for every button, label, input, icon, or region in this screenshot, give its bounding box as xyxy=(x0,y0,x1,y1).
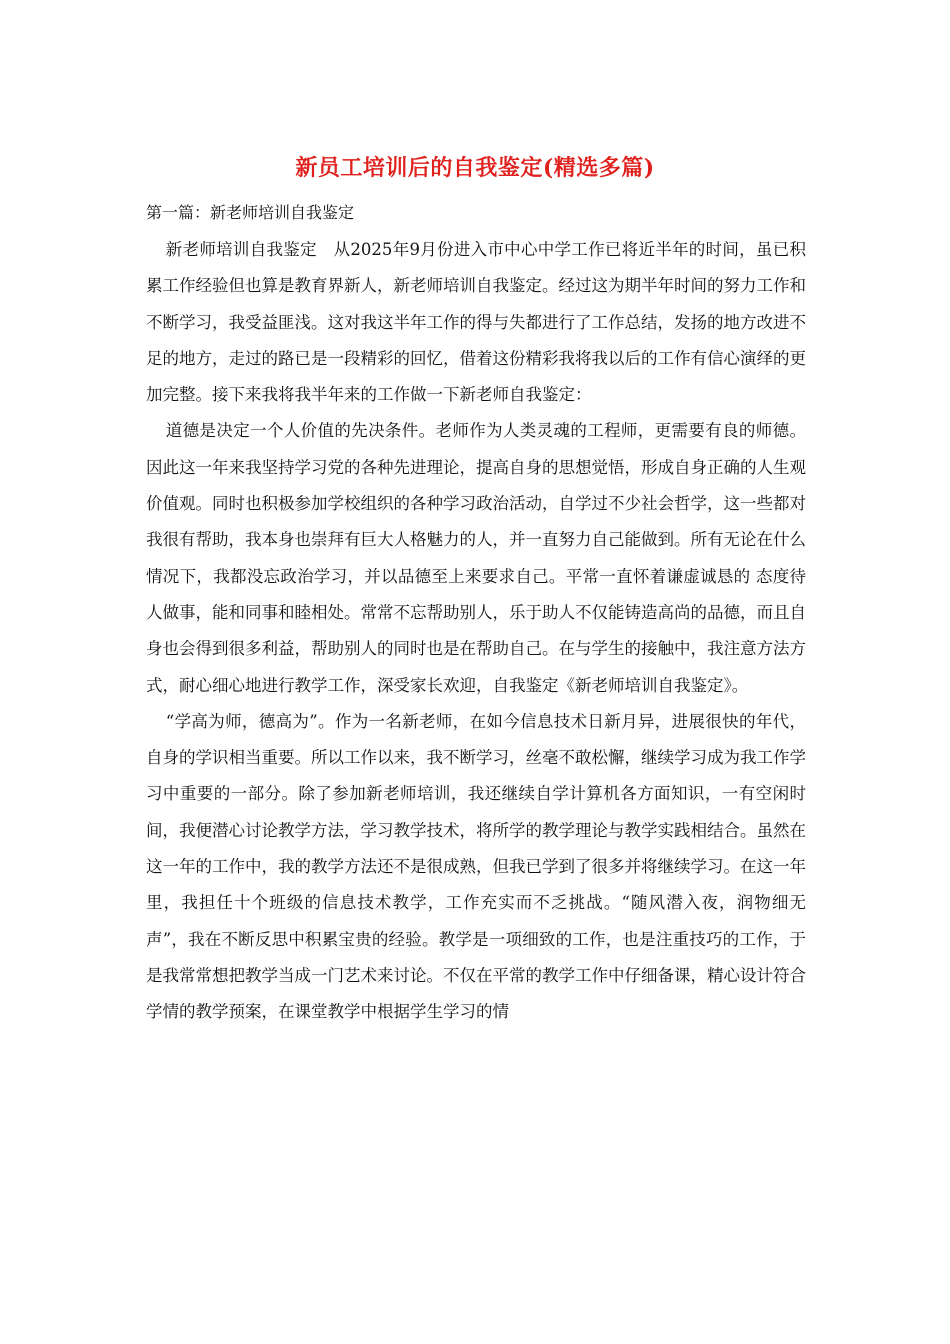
document-body xyxy=(146,232,806,1031)
section-heading: 第一篇：新老师培训自我鉴定 xyxy=(146,203,355,222)
paragraph: 道德是决定一个人价值的先决条件。老师作为人类灵魂的工程师，更需要有良的师德。因此这一年来我坚持学习党的各种先进理论，提高自身的思想觉悟，形成自身正确的人生观价值观。同时也积极参加学校组织的各种学习政治活动，自学过不少社会哲学，这一些都对我很有帮助，我本身也崇拜有巨大人格魅力的人，并一直努力自己能做到。所有无论在什么情况下，我都没忘政治学习，并以品德至上来要求自己。平常一直怀着谦虚诚恳的 态度待人做事，能和同事和睦相处。常常不忘帮助别人，乐于助人不仅能铸造高尚的品德，而且自身也会得到很多利益，帮助别人的同时也是在帮助自己。在与学生的接触中，我注意方法方式，耐心细心地进行教学工作，深受家长欢迎，自我鉴定《新老师培训自我鉴定》。 xyxy=(146,421,806,695)
paragraph: 新老师培训自我鉴定 从2025年9月份进入市中心中学工作已将近半年的时间，虽已积累工作经验但也算是教育界新人，新老师培训自我鉴定。经过这为期半年时间的努力工作和不断学习，我受益匪浅。这对我这半年工作的得与失都进行了工作总结，发扬的地方改进不足的地方，走过的路已是一段精彩的回忆，借着这份精彩我将我以后的工作有信心演绎的更加完整。接下来我将我半年来的工作做一下新老师自我鉴定： xyxy=(146,240,806,405)
document-title: 新员工培训后的自我鉴定(精选多篇) xyxy=(295,155,655,181)
paragraph: “学高为师，德高为”。作为一名新老师，在如今信息技术日新月异，进展很快的年代，自身的学识相当重要。所以工作以来，我不断学习，丝毫不敢松懈，继续学习成为我工作学习中重要的一部分。除了参加新老师培训，我还继续自学计算机各方面知识，一有空闲时间，我便潜心讨论教学方法，学习教学技术，将所学的教学理论与教学实践相结合。虽然在这一年的工作中，我的教学方法还不是很成熟，但我已学到了很多并将继续学习。在这一年里，我担任十个班级的信息技术教学，工作充实而不乏挑战。“随风潜入夜，润物细无声”，我在不断反思中积累宝贵的经验。教学是一项细致的工作，也是注重技巧的工作，于是我常常想把教学当成一门艺术来讨论。不仅在平常的教学工作中仔细备课，精心设计符合学情的教学预案，在课堂教学中根据学生学习的情 xyxy=(146,711,806,1022)
